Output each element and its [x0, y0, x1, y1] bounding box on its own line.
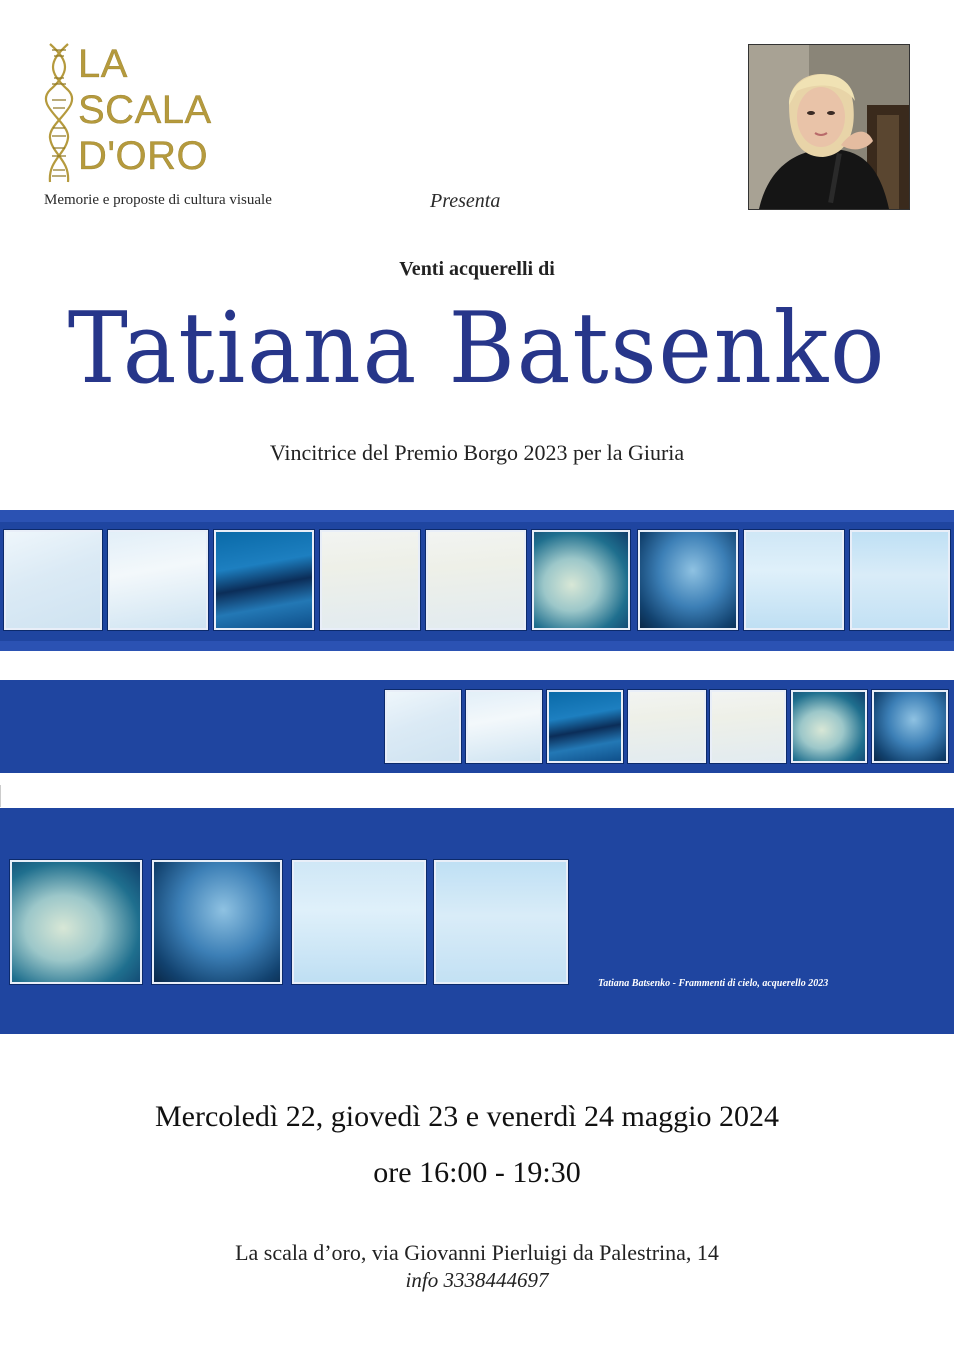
artist-name: Tatiana Batsenko	[67, 292, 887, 406]
watercolor-thumb	[850, 530, 950, 630]
event-hours: ore 16:00 - 19:30	[373, 1156, 581, 1189]
painting-strip-1	[0, 510, 954, 651]
watercolor-thumb	[292, 860, 426, 984]
painting-caption: Tatiana Batsenko - Frammenti di cielo, acquerello 2023	[598, 978, 829, 989]
watercolor-thumb	[4, 530, 102, 630]
watercolor-thumb	[466, 690, 542, 763]
watercolor-thumb	[872, 690, 948, 763]
watercolor-thumb	[638, 530, 738, 630]
watercolor-thumb	[532, 530, 630, 630]
logo-tagline: Memorie e proposte di cultura visuale	[44, 192, 272, 208]
award-line: Vincitrice del Premio Borgo 2023 per la Giuria	[269, 440, 685, 465]
watercolor-thumb	[10, 860, 142, 984]
logo-word-doro: D'ORO	[78, 134, 209, 178]
painting-strip-2	[0, 680, 954, 773]
artist-photo	[748, 44, 910, 210]
watercolor-thumb	[320, 530, 420, 630]
painting-strip-3	[0, 808, 954, 1034]
strip-top-rule	[0, 510, 954, 522]
event-dates: Mercoledì 22, giovedì 23 e venerdì 24 maggio 2024	[154, 1100, 780, 1133]
watercolor-thumb	[214, 530, 314, 630]
watercolor-thumb	[628, 690, 706, 763]
watercolor-thumb	[385, 690, 461, 763]
watercolor-thumb	[547, 690, 623, 763]
subtitle: Venti acquerelli di	[399, 258, 555, 280]
strip-divider	[0, 785, 954, 807]
logo-word-scala: SCALA	[78, 88, 212, 132]
watercolor-thumb	[152, 860, 282, 984]
info-phone: info 3338444697	[405, 1268, 549, 1292]
presenta-label: Presenta	[430, 190, 501, 212]
dna-helix-icon	[44, 42, 74, 184]
logo	[40, 40, 360, 220]
strip-bottom-rule	[0, 641, 954, 651]
venue-address: La scala d’oro, via Giovanni Pierluigi da Palestrina, 14	[235, 1240, 719, 1265]
watercolor-thumb	[710, 690, 786, 763]
watercolor-thumb	[434, 860, 568, 984]
watercolor-thumb	[791, 690, 867, 763]
watercolor-thumb	[108, 530, 208, 630]
logo-word-la: LA	[78, 42, 128, 86]
watercolor-thumb	[744, 530, 844, 630]
watercolor-thumb	[426, 530, 526, 630]
